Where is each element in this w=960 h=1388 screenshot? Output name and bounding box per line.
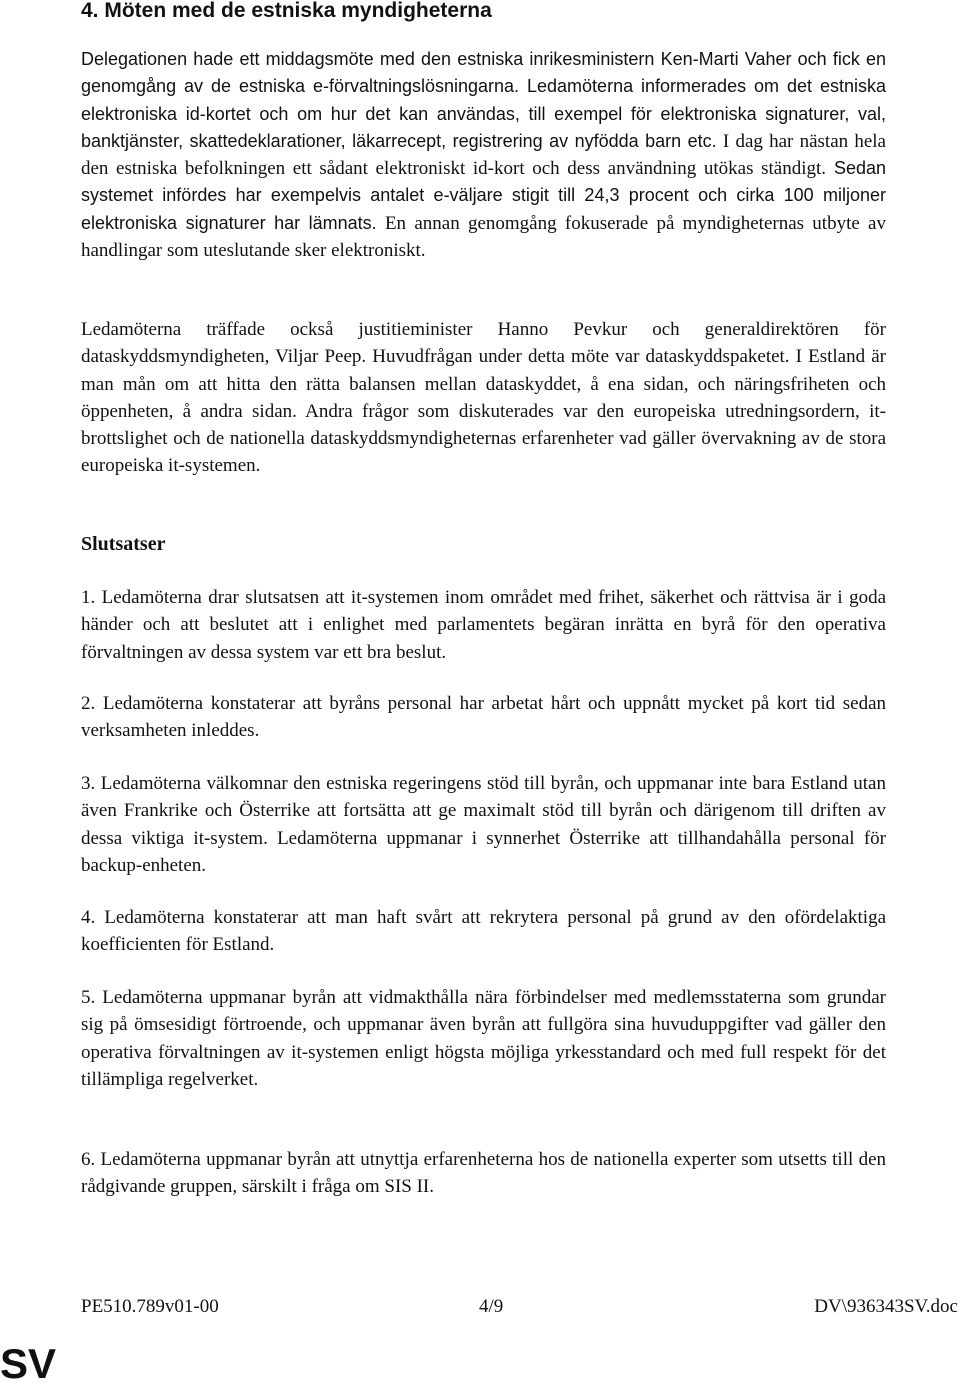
paragraph-meetings-interior bbox=[81, 46, 886, 264]
conclusion-item: 6. Ledamöterna uppmanar byrån att utnyttja erfarenheterna hos de nationella experter som utsetts till den rådgivande gruppen, särskilt i fråga om SIS II. bbox=[81, 1149, 886, 1198]
conclusion-item: 5. Ledamöterna uppmanar byrån att vidmakthålla nära förbindelser med medlemsstaterna som grundar sig på ömsesidigt förtroende, och uppmanar även byrån att fullgöra sina huvuduppgifter vad gäller den operativa förvaltningen av it-systemen enligt högsta möjliga yrkesstandard och med full respekt för det tillämpliga regelverket. bbox=[81, 987, 886, 1090]
paragraph-part-serif: En annan genomgång fokuserade på myndigheternas utbyte av handlingar som uteslutande sker elektroniskt. bbox=[81, 212, 886, 262]
conclusion-item: 2. Ledamöterna konstaterar att byråns personal har arbetat hårt och uppnått mycket på kort tid sedan verksamheten inleddes. bbox=[81, 693, 886, 742]
footer-page-number: 4/9 bbox=[479, 1296, 504, 1317]
paragraph-part-serif: I dag har nästan hela den estniska befolkningen ett sådant elektroniskt id-kort och dess användning utökas ständigt. bbox=[81, 130, 886, 180]
footer-file-name: DV\936343SV.doc bbox=[814, 1296, 958, 1317]
language-code: SV bbox=[0, 1340, 57, 1387]
section-heading: 4. Möten med de estniska myndigheterna bbox=[81, 0, 492, 22]
paragraph-meetings-justice: Ledamöterna träffade också justitieminister Hanno Pevkur och generaldirektören för dataskyddsmyndigheten, Viljar Peep. Huvudfrågan under detta möte var dataskyddspaketet. I Estland är man mån om att hitta den rätta balansen mellan dataskyddet, å ena sidan, och näringsfriheten och öppenheten, å andra sidan. Andra frågor som diskuterades var den europeiska utredningsordern, it-brottslighet och de nationella dataskyddsmyndigheternas erfarenheter vad gäller övervakning av de stora europeiska it-systemen. bbox=[81, 319, 886, 477]
paragraph-part-sans: Delegationen hade ett middagsmöte med den estniska inrikesministern Ken-Marti Vaher och fick en genomgång av de estniska e-förvaltningslösningarna. Ledamöterna informerades om det estniska elektroniska id-kortet och om hur det kan användas, till exempel för elektroniska signaturer, val, banktjänster, skattedeklarationer, läkarrecept, registrering av nyfödda barn etc. bbox=[81, 49, 886, 151]
paragraph-part-sans: Sedan systemet infördes har exempelvis antalet e-väljare stigit till 24,3 procent och cirka 100 miljoner elektroniska signaturer har lämnats. bbox=[81, 158, 886, 233]
conclusion-item: 3. Ledamöterna välkomnar den estniska regeringens stöd till byrån, och uppmanar inte bara Estland utan även Frankrike och Österrike att fortsätta att ge maximalt stöd till byrån och därigenom till driften av dessa viktiga it-system. Ledamöterna uppmanar i synnerhet Österrike att tillhandahålla personal för backup-enheten. bbox=[81, 773, 886, 876]
conclusion-item: 4. Ledamöterna konstaterar att man haft svårt att rekrytera personal på grund av den ofördelaktiga koefficienten för Estland. bbox=[81, 907, 886, 956]
conclusions-heading: Slutsatser bbox=[81, 533, 166, 555]
footer-reference: PE510.789v01-00 bbox=[81, 1296, 219, 1317]
conclusion-item: 1. Ledamöterna drar slutsatsen att it-systemen inom området med frihet, säkerhet och rättvisa är i goda händer och att beslutet att i enlighet med parlamentets begäran inrätta en byrå för den operativa förvaltningen av dessa system var ett bra beslut. bbox=[81, 587, 886, 663]
